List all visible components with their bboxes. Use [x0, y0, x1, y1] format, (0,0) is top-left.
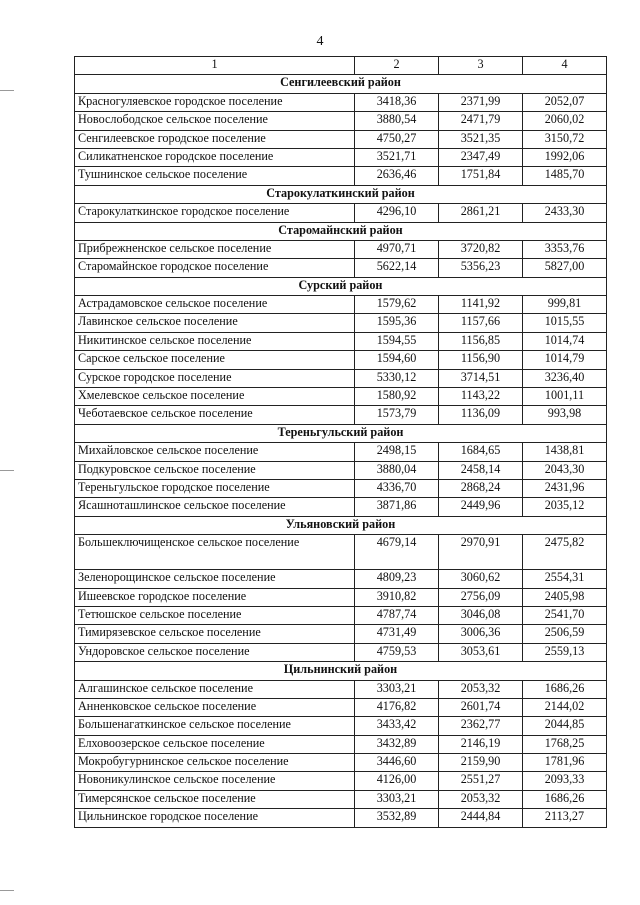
- value-col-4: 2093,33: [523, 772, 607, 790]
- district-row: [75, 75, 607, 93]
- settlement-name: Сенгилеевское городское поселение: [75, 130, 355, 148]
- table-row: [75, 204, 607, 222]
- value-col-3: 2444,84: [439, 809, 523, 827]
- value-col-2: 1595,36: [355, 314, 439, 332]
- value-col-2: 3446,60: [355, 754, 439, 772]
- value-col-2: 3880,54: [355, 112, 439, 130]
- value-col-2: 3433,42: [355, 717, 439, 735]
- district-title: Цильнинский район: [75, 662, 607, 680]
- settlement-name: Подкуровское сельское поселение: [75, 461, 355, 479]
- value-col-4: 5827,00: [523, 259, 607, 277]
- table-row: [75, 259, 607, 277]
- value-col-4: 2035,12: [523, 498, 607, 516]
- value-col-2: 1594,60: [355, 351, 439, 369]
- value-col-3: 2551,27: [439, 772, 523, 790]
- value-col-4: 3353,76: [523, 240, 607, 258]
- value-col-3: 2449,96: [439, 498, 523, 516]
- value-col-2: 3532,89: [355, 809, 439, 827]
- value-col-2: 1579,62: [355, 296, 439, 314]
- table-row: [75, 443, 607, 461]
- value-col-4: 2475,82: [523, 535, 607, 570]
- value-col-2: 4787,74: [355, 606, 439, 624]
- table-row: [75, 772, 607, 790]
- settlement-name: Ишеевское городское поселение: [75, 588, 355, 606]
- page-number: 4: [316, 34, 324, 49]
- table-row: [75, 351, 607, 369]
- value-col-2: 1580,92: [355, 388, 439, 406]
- value-col-2: 4336,70: [355, 479, 439, 497]
- value-col-3: 2053,32: [439, 680, 523, 698]
- value-col-4: 3236,40: [523, 369, 607, 387]
- value-col-3: 3720,82: [439, 240, 523, 258]
- value-col-3: 2362,77: [439, 717, 523, 735]
- value-col-4: 1014,74: [523, 332, 607, 350]
- settlement-name: Сарское сельское поселение: [75, 351, 355, 369]
- settlement-name: Зеленорощинское сельское поселение: [75, 570, 355, 588]
- settlements-table: [74, 56, 607, 828]
- value-col-3: 1143,22: [439, 388, 523, 406]
- value-col-2: 4126,00: [355, 772, 439, 790]
- settlement-name: Хмелевское сельское поселение: [75, 388, 355, 406]
- value-col-3: 3053,61: [439, 643, 523, 661]
- district-row: [75, 516, 607, 534]
- value-col-2: 1573,79: [355, 406, 439, 424]
- value-col-4: 2431,96: [523, 479, 607, 497]
- table-row: [75, 148, 607, 166]
- margin-line: [0, 890, 14, 891]
- value-col-3: 1156,90: [439, 351, 523, 369]
- settlement-name: Старомайнское городское поселение: [75, 259, 355, 277]
- value-col-3: 5356,23: [439, 259, 523, 277]
- settlement-name: Сурское городское поселение: [75, 369, 355, 387]
- value-col-2: 3910,82: [355, 588, 439, 606]
- value-col-3: 2371,99: [439, 93, 523, 111]
- settlement-name: Тетюшское сельское поселение: [75, 606, 355, 624]
- settlement-name: Новослободское сельское поселение: [75, 112, 355, 130]
- district-title: Тереньгульский район: [75, 424, 607, 442]
- value-col-4: 1014,79: [523, 351, 607, 369]
- value-col-3: 2601,74: [439, 698, 523, 716]
- settlement-name: Елховоозерское сельское поселение: [75, 735, 355, 753]
- value-col-4: 2052,07: [523, 93, 607, 111]
- table-row: [75, 332, 607, 350]
- settlement-name: Алгашинское сельское поселение: [75, 680, 355, 698]
- column-header: 3: [439, 57, 523, 75]
- column-header: 2: [355, 57, 439, 75]
- table-row: [75, 406, 607, 424]
- value-col-2: 5622,14: [355, 259, 439, 277]
- district-title: Старомайнский район: [75, 222, 607, 240]
- settlement-name: Большеключищенское сельское поселение: [75, 535, 355, 570]
- settlement-name: Большенагаткинское сельское поселение: [75, 717, 355, 735]
- value-col-2: 3303,21: [355, 790, 439, 808]
- value-col-4: 1686,26: [523, 790, 607, 808]
- value-col-3: 3060,62: [439, 570, 523, 588]
- district-row: [75, 222, 607, 240]
- value-col-3: 3521,35: [439, 130, 523, 148]
- district-row: [75, 424, 607, 442]
- value-col-3: 1684,65: [439, 443, 523, 461]
- value-col-2: 4970,71: [355, 240, 439, 258]
- settlement-name: Лавинское сельское поселение: [75, 314, 355, 332]
- table-row: [75, 698, 607, 716]
- value-col-4: 2113,27: [523, 809, 607, 827]
- value-col-4: 2433,30: [523, 204, 607, 222]
- value-col-3: 3046,08: [439, 606, 523, 624]
- table-row: [75, 112, 607, 130]
- value-col-3: 1136,09: [439, 406, 523, 424]
- value-col-4: 1686,26: [523, 680, 607, 698]
- value-col-3: 3006,36: [439, 625, 523, 643]
- settlement-name: Мокробугурнинское сельское поселение: [75, 754, 355, 772]
- value-col-3: 2347,49: [439, 148, 523, 166]
- settlement-name: Красногуляевское городское поселение: [75, 93, 355, 111]
- value-col-2: 3880,04: [355, 461, 439, 479]
- value-col-3: 2053,32: [439, 790, 523, 808]
- value-col-2: 2636,46: [355, 167, 439, 185]
- settlement-name: Михайловское сельское поселение: [75, 443, 355, 461]
- table-row: [75, 314, 607, 332]
- table-row: [75, 588, 607, 606]
- table-row: [75, 735, 607, 753]
- value-col-2: 4731,49: [355, 625, 439, 643]
- value-col-3: 1141,92: [439, 296, 523, 314]
- value-col-4: 2043,30: [523, 461, 607, 479]
- value-col-2: 4809,23: [355, 570, 439, 588]
- table-row: [75, 717, 607, 735]
- table-row: [75, 498, 607, 516]
- table-row: [75, 296, 607, 314]
- value-col-4: 2559,13: [523, 643, 607, 661]
- table-row: [75, 130, 607, 148]
- settlement-name: Астрадамовское сельское поселение: [75, 296, 355, 314]
- value-col-4: 2044,85: [523, 717, 607, 735]
- table-row: [75, 369, 607, 387]
- value-col-2: 4176,82: [355, 698, 439, 716]
- value-col-4: 1781,96: [523, 754, 607, 772]
- value-col-3: 2146,19: [439, 735, 523, 753]
- district-title: Ульяновский район: [75, 516, 607, 534]
- table-row: [75, 570, 607, 588]
- value-col-4: 1768,25: [523, 735, 607, 753]
- value-col-4: 993,98: [523, 406, 607, 424]
- table-row: [75, 680, 607, 698]
- settlement-name: Новоникулинское сельское поселение: [75, 772, 355, 790]
- settlement-name: Никитинское сельское поселение: [75, 332, 355, 350]
- margin-line: [0, 470, 14, 471]
- value-col-4: 1015,55: [523, 314, 607, 332]
- column-header: 4: [523, 57, 607, 75]
- value-col-4: 3150,72: [523, 130, 607, 148]
- settlement-name: Ундоровское сельское поселение: [75, 643, 355, 661]
- table-row: [75, 535, 607, 570]
- district-title: Сурский район: [75, 277, 607, 295]
- settlement-name: Старокулаткинское городское поселение: [75, 204, 355, 222]
- settlement-name: Силикатненское городское поселение: [75, 148, 355, 166]
- column-header: 1: [75, 57, 355, 75]
- value-col-2: 4759,53: [355, 643, 439, 661]
- table-row: [75, 461, 607, 479]
- table-row: [75, 790, 607, 808]
- value-col-4: 2554,31: [523, 570, 607, 588]
- value-col-4: 2060,02: [523, 112, 607, 130]
- value-col-2: 3521,71: [355, 148, 439, 166]
- value-col-3: 1157,66: [439, 314, 523, 332]
- value-col-2: 3871,86: [355, 498, 439, 516]
- value-col-3: 1751,84: [439, 167, 523, 185]
- settlement-name: Тимерсянское сельское поселение: [75, 790, 355, 808]
- value-col-4: 2506,59: [523, 625, 607, 643]
- table-row: [75, 388, 607, 406]
- table-row: [75, 240, 607, 258]
- table-row: [75, 754, 607, 772]
- settlements-table-body: [75, 57, 607, 828]
- value-col-4: 2541,70: [523, 606, 607, 624]
- settlement-name: Тимирязевское сельское поселение: [75, 625, 355, 643]
- value-col-3: 2756,09: [439, 588, 523, 606]
- table-row: [75, 625, 607, 643]
- settlement-name: Цильнинское городское поселение: [75, 809, 355, 827]
- value-col-2: 5330,12: [355, 369, 439, 387]
- value-col-3: 2458,14: [439, 461, 523, 479]
- value-col-3: 1156,85: [439, 332, 523, 350]
- settlement-name: Ясашноташлинское сельское поселение: [75, 498, 355, 516]
- district-title: Старокулаткинский район: [75, 185, 607, 203]
- district-title: Сенгилеевский район: [75, 75, 607, 93]
- value-col-4: 2144,02: [523, 698, 607, 716]
- value-col-2: 3432,89: [355, 735, 439, 753]
- settlement-name: Анненковское сельское поселение: [75, 698, 355, 716]
- value-col-2: 3418,36: [355, 93, 439, 111]
- value-col-3: 3714,51: [439, 369, 523, 387]
- value-col-3: 2471,79: [439, 112, 523, 130]
- district-row: [75, 185, 607, 203]
- value-col-4: 1001,11: [523, 388, 607, 406]
- value-col-4: 1485,70: [523, 167, 607, 185]
- value-col-3: 2970,91: [439, 535, 523, 570]
- settlement-name: Чеботаевское сельское поселение: [75, 406, 355, 424]
- table-header-row: [75, 57, 607, 75]
- margin-line: [0, 90, 14, 91]
- table-row: [75, 479, 607, 497]
- table-row: [75, 643, 607, 661]
- district-row: [75, 662, 607, 680]
- district-row: [75, 277, 607, 295]
- value-col-4: 2405,98: [523, 588, 607, 606]
- settlement-name: Прибрежненское сельское поселение: [75, 240, 355, 258]
- value-col-2: 2498,15: [355, 443, 439, 461]
- value-col-4: 1438,81: [523, 443, 607, 461]
- value-col-3: 2159,90: [439, 754, 523, 772]
- table-row: [75, 606, 607, 624]
- table-row: [75, 809, 607, 827]
- settlement-name: Тушнинское сельское поселение: [75, 167, 355, 185]
- value-col-3: 2861,21: [439, 204, 523, 222]
- table-row: [75, 93, 607, 111]
- value-col-2: 4296,10: [355, 204, 439, 222]
- value-col-2: 1594,55: [355, 332, 439, 350]
- value-col-2: 4679,14: [355, 535, 439, 570]
- table-row: [75, 167, 607, 185]
- value-col-2: 4750,27: [355, 130, 439, 148]
- value-col-2: 3303,21: [355, 680, 439, 698]
- value-col-3: 2868,24: [439, 479, 523, 497]
- value-col-4: 999,81: [523, 296, 607, 314]
- value-col-4: 1992,06: [523, 148, 607, 166]
- settlement-name: Тереньгульское городское поселение: [75, 479, 355, 497]
